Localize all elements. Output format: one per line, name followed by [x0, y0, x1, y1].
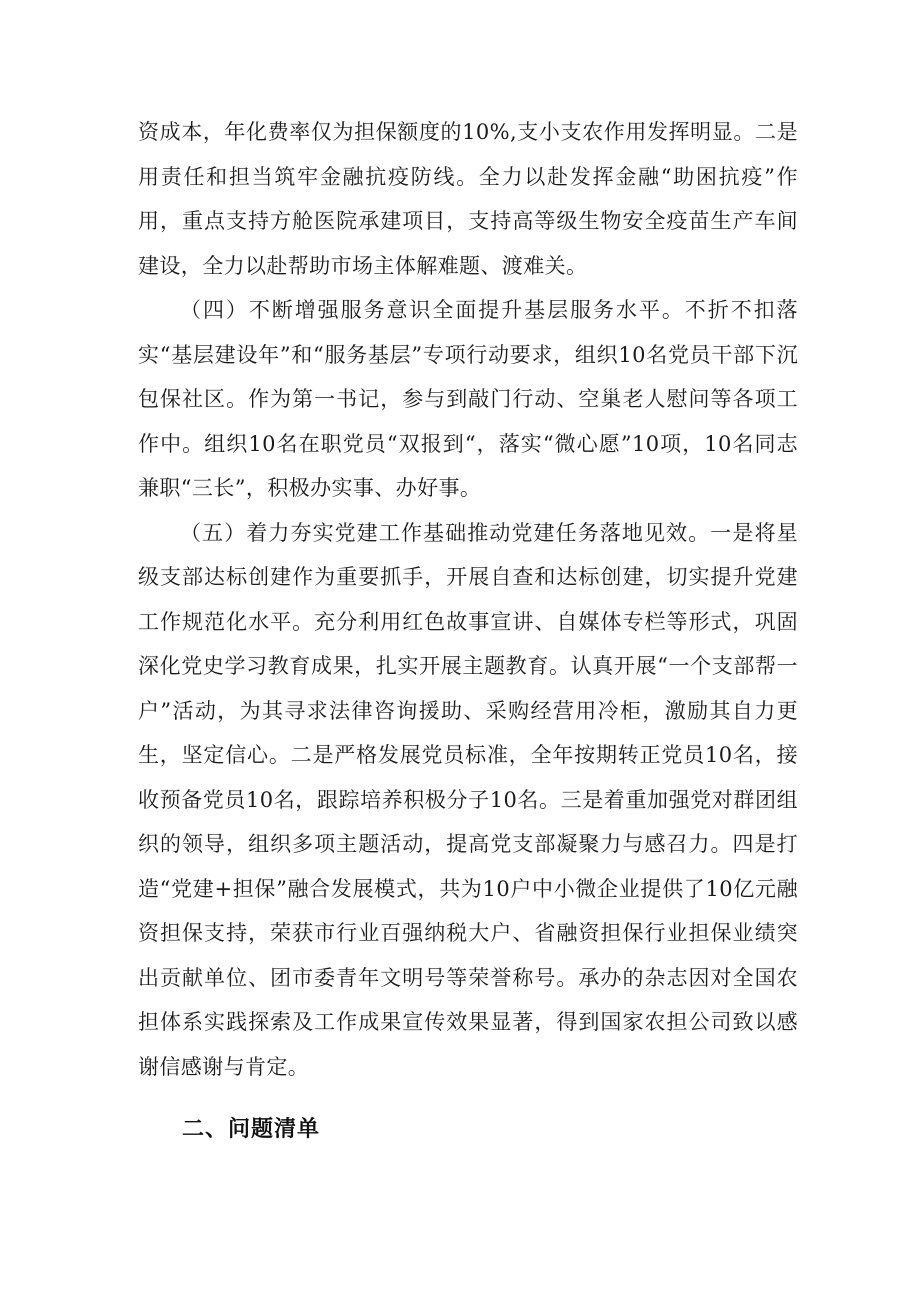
paragraph-section-5: （五）着力夯实党建工作基础推动党建任务落地见效。一是将星级支部达标创建作为重要抓手，开展自查和达标创建，切实提升党建工作规范化水平。充分利用红色故事宣讲、自媒体专栏等形式，巩固深化党史学习教育成果，扎实开展主题教育。认真开展“一个支部帮一户”活动，为其寻求法律咨询援助、采购经营用冷柜，激励其自力更生，坚定信心。二是严格发展党员标准，全年按期转正党员10名，接收预备党员10名，跟踪培养积极分子10名。三是着重加强党对群团组织的领导，组织多项主题活动，提高党支部凝聚力与感召力。四是打造“党建+担保”融合发展模式，共为10户中小微企业提供了10亿元融资担保支持，荣获市行业百强纳税大户、省融资担保行业担保业绩突出贡献单位、团市委青年文明号等荣誉称号。承办的杂志因对全国农担体系实践探索及工作成果宣传效果显著，得到国家农担公司致以感谢信感谢与肯定。 [138, 520, 798, 1079]
section-heading-problem-list: 二、问题清单 [182, 1117, 321, 1142]
document-body [138, 110, 798, 1089]
paragraph-section-4: （四）不断增强服务意识全面提升基层服务水平。不折不扣落实“基层建设年”和“服务基层”专项行动要求，组织10名党员干部下沉包保社区。作为第一书记，参与到敲门行动、空巢老人慰问等各项工作中。组织10名在职党员“双报到“，落实“微心愿”10项，10名同志兼职“三长”，积极办实事、办好事。 [138, 298, 798, 500]
paragraph-continuation: 资成本，年化费率仅为担保额度的10%,支小支农作用发挥明显。二是用责任和担当筑牢金融抗疫防线。全力以赴发挥金融“助困抗疫”作用，重点支持方舱医院承建项目，支持高等级生物安全疫苗生产车间建设，全力以赴帮助市场主体解难题、渡难关。 [138, 120, 798, 278]
